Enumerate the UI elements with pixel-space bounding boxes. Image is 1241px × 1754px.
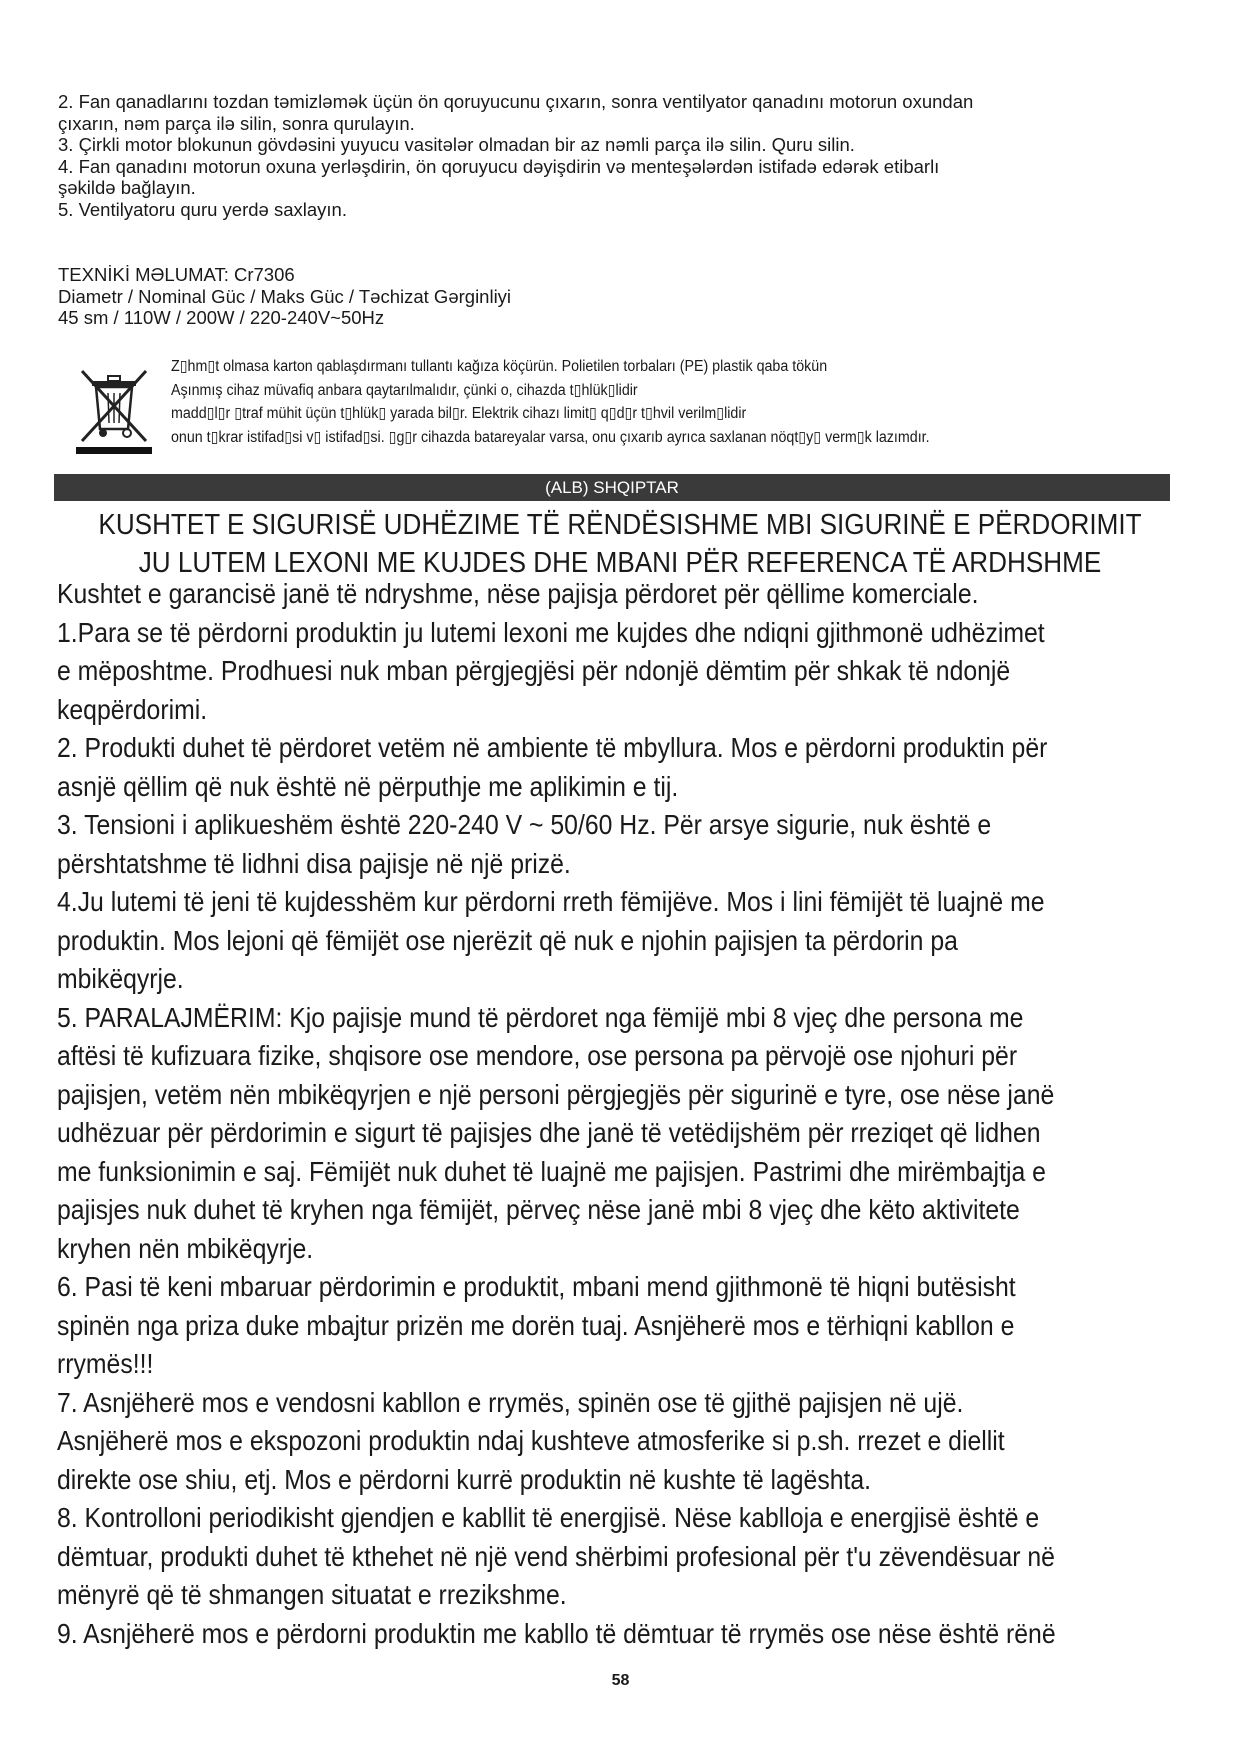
tech-title: TEXNİKİ MƏLUMAT: Cr7306: [58, 264, 295, 285]
body-line: Kushtet e garancisë janë të ndryshme, nëse pajisja përdoret për qëllime komerciale.: [57, 578, 979, 609]
body-line: 3. Tensioni i aplikueshëm është 220-240 V ~ 50/60 Hz. Për arsye sigurie, nuk është e: [57, 809, 992, 840]
body-line: pajisjen, vetëm nën mbikëqyrjen e një personi përgjegjës për sigurinë e tyre, ose nëse janë: [57, 1078, 1055, 1110]
body-line: 1.Para se të përdorni produktin ju lutemi lexoni me kujdes dhe ndiqni gjithmonë udhëzimet: [57, 616, 1045, 648]
crossed-out-wheelie-bin-icon: [74, 361, 154, 455]
safety-instructions: [57, 575, 1154, 1653]
weee-line: onun t▯krar istifad▯si v▯ istifad▯si. ▯g▯r cihazda batareyalar varsa, onu çıxarıb ayrıca saxlanan nöqt▯y▯ verm▯k lazımdır.: [171, 428, 930, 446]
body-line: e mëposhtme. Prodhuesi nuk mban përgjegjësi për ndonjë dëmtim për shkak të ndonjë: [57, 655, 1011, 686]
weee-line: madd▯l▯r ▯traf mühit üçün t▯hlük▯ yarada bil▯r. Elektrik cihazı limit▯ q▯d▯r t▯hvil verilm▯lidir: [171, 405, 747, 422]
body-line: me funksionimin e saj. Fëmijët nuk duhet të luajnë me pajisjen. Pastrimi dhe mirëmbajtja e: [57, 1155, 1046, 1187]
az-line: 3. Çirkli motor blokunun gövdəsini yuyucu vasitələr olmadan bir az nəmli parça ilə silin. Quru silin.: [58, 134, 855, 155]
body-line: 8. Kontrolloni periodikisht gjendjen e kabllit të energjisë. Nëse kablloja e energjisë është e: [57, 1502, 1040, 1533]
body-line: aftësi të kufizuara fizike, shqisore ose mendore, ose persona pa përvojë ose njohuri për: [57, 1040, 1018, 1071]
weee-notice: [70, 355, 1170, 455]
body-line: 6. Pasi të keni mbaruar përdorimin e produktit, mbani mend gjithmonë të hiqni butësisht: [57, 1271, 1016, 1302]
body-line: asnjë qëllim që nuk është në përputhje me aplikimin e tij.: [57, 770, 679, 802]
az-line: çıxarın, nəm parça ilə silin, sonra qurulayın.: [58, 112, 415, 134]
body-line: dëmtuar, produkti duhet të kthehet në një vend shërbimi profesional për t'u zëvendësuar në: [57, 1540, 1055, 1572]
az-line: şəkildə bağlayın.: [58, 177, 196, 198]
technical-data: [58, 264, 1158, 329]
body-line: udhëzuar për përdorimin e sigurt të pajisjes dhe janë të vetëdijshëm për rreziqet që lidhen: [57, 1117, 1041, 1148]
az-instructions: [58, 91, 1178, 220]
body-line: 2. Produkti duhet të përdoret vetëm në ambiente të mbyllura. Mos e përdorni produktin për: [57, 732, 1048, 763]
body-line: pajisjes nuk duhet të kryhen nga fëmijët, përveç nëse janë mbi 8 vjeç dhe këto aktivitete: [57, 1194, 1020, 1225]
body-line: 5. PARALAJMËRIM: Kjo pajisje mund të përdoret nga fëmijë mbi 8 vjeç dhe persona me: [57, 1001, 1024, 1033]
weee-line: Z▯hm▯t olmasa karton qablaşdırmanı tullantı kağıza köçürün. Polietilen torbaları (PE) plastik qaba tökün: [171, 358, 828, 375]
body-line: spinën nga priza duke mbajtur prizën me dorën tuaj. Asnjëherë mos e tërhiqni kabllon e: [57, 1309, 1015, 1341]
safety-title: [98, 506, 1142, 582]
body-line: kryhen nën mbikëqyrje.: [57, 1232, 314, 1264]
body-line: mënyrë që të shmangen situatat e rrezikshme.: [57, 1579, 567, 1610]
tech-headers: Diametr / Nominal Güc / Maks Güc / Təchizat Gərginliyi: [58, 285, 512, 307]
body-line: 7. Asnjëherë mos e vendosni kabllon e rrymës, spinën ose të gjithë pajisjen në ujë.: [57, 1386, 964, 1418]
body-line: 4.Ju lutemi të jeni të kujdesshëm kur përdorni rreth fëmijëve. Mos i lini fëmijët të luajnë me: [57, 886, 1045, 917]
az-line: 5. Ventilyatoru quru yerdə saxlayın.: [58, 198, 347, 220]
body-line: direkte ose shiu, etj. Mos e përdorni kurrë produktin në kushte të lagështa.: [57, 1463, 872, 1495]
title-line: JU LUTEM LEXONI ME KUJDES DHE MBANI PËR REFERENCA TË ARDHSHME: [138, 547, 1102, 579]
body-line: mbikëqyrje.: [57, 963, 184, 994]
weee-text: [171, 355, 1091, 449]
body-line: Asnjëherë mos e ekspozoni produktin ndaj kushteve atmosferike si p.sh. rrezet e diellit: [57, 1425, 1005, 1456]
body-line: keqpërdorimi.: [57, 693, 208, 725]
body-line: 9. Asnjëherë mos e përdorni produktin me kabllo të dëmtuar të rrymës ose nëse është rënë: [57, 1617, 1056, 1649]
az-line: 4. Fan qanadını motorun oxuna yerləşdirin, ön qoruyucu dəyişdirin və menteşələrdən istifadə edərək etibarlı: [58, 155, 940, 177]
body-line: produktin. Mos lejoni që fëmijët ose njerëzit që nuk e njohin pajisjen ta përdorin pa: [57, 924, 958, 956]
page-number: 58: [611, 1672, 630, 1689]
title-line: KUSHTET E SIGURISË UDHËZIME TË RËNDËSISHME MBI SIGURINË E PËRDORIMIT: [98, 509, 1142, 541]
az-line: 2. Fan qanadlarını tozdan təmizləmək üçün ön qoruyucunu çıxarın, sonra ventilyator qanadını motorun oxundan: [58, 91, 974, 112]
body-line: përshtatshme të lidhni disa pajisje në një prizë.: [57, 847, 571, 879]
weee-line: Aşınmış cihaz müvafiq anbara qaytarılmalıdır, çünki o, cihazda t▯hlük▯lidir: [171, 381, 638, 399]
tech-values: 45 sm / 110W / 200W / 220-240V~50Hz: [58, 307, 385, 328]
language-section-header: (ALB) SHQIPTAR: [54, 474, 1170, 501]
body-line: rrymës!!!: [57, 1348, 154, 1379]
